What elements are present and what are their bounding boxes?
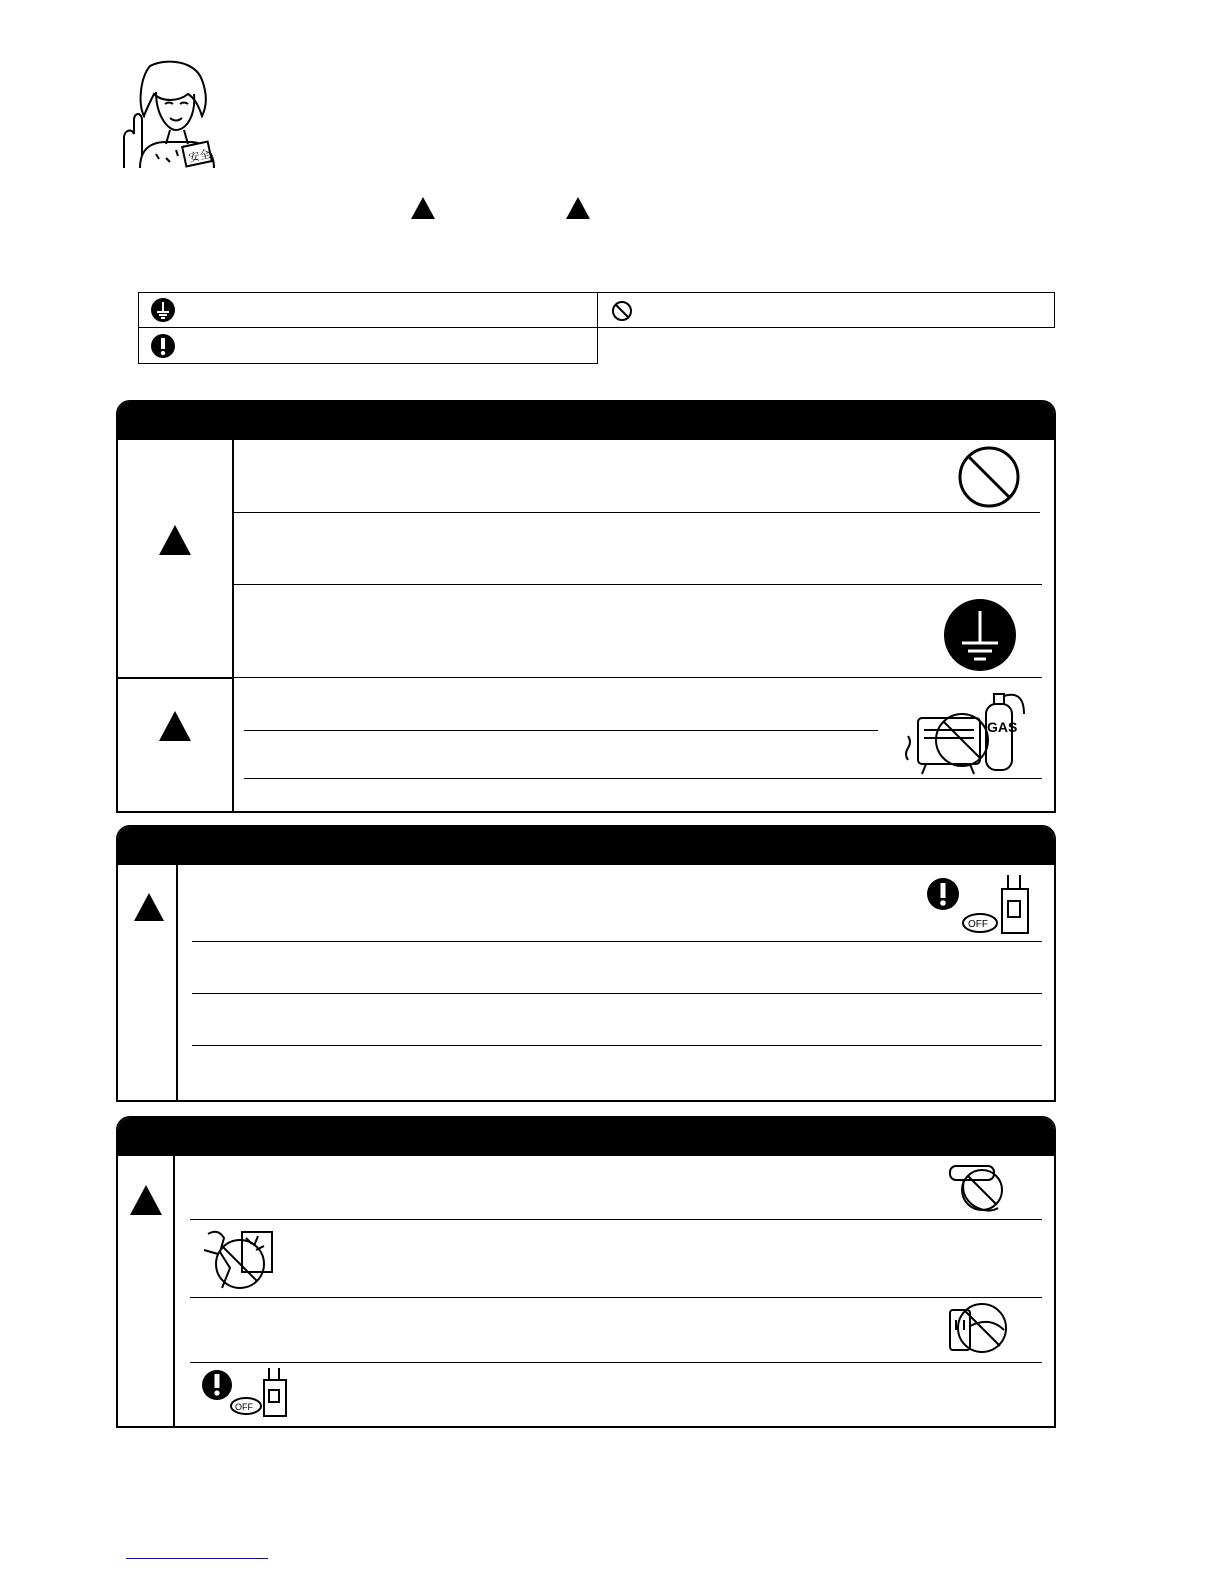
legend-cell-ground xyxy=(138,292,598,328)
legend-cell-prohibited xyxy=(597,292,1055,328)
warning-triangle-icon xyxy=(159,525,191,555)
maintenance-panel xyxy=(116,1116,1056,1428)
breaker-off-illustration xyxy=(230,1368,292,1418)
caution-triangle-icon xyxy=(566,197,590,219)
prohibited-icon xyxy=(611,300,633,322)
mandatory-icon xyxy=(926,877,960,911)
off-label: OFF xyxy=(235,1402,253,1412)
footer-link-underline[interactable] xyxy=(126,1558,268,1559)
breaker-off-illustration xyxy=(962,875,1034,939)
mandatory-icon xyxy=(150,333,176,359)
card-text: 安全 xyxy=(187,147,212,165)
warning-triangle-icon xyxy=(130,1185,162,1215)
woman-safety-illustration xyxy=(110,58,220,170)
no-unplug-illustration xyxy=(944,1300,1012,1360)
gas-label: GAS xyxy=(987,719,1018,735)
caution-triangle-icon xyxy=(134,893,164,921)
operation-header-bar xyxy=(118,827,1054,865)
ground-icon xyxy=(150,297,176,323)
operation-panel xyxy=(116,825,1056,1102)
prohibited-icon xyxy=(956,444,1022,510)
ground-icon xyxy=(942,597,1018,673)
no-gas-near-unit-illustration xyxy=(904,684,1030,778)
no-hand-in-outlet-illustration xyxy=(944,1162,1014,1218)
warning-triangle-icon xyxy=(411,197,435,219)
mandatory-icon xyxy=(200,1368,234,1402)
no-water-spray-illustration xyxy=(198,1224,276,1292)
maintenance-header-bar xyxy=(118,1118,1054,1156)
caution-triangle-icon xyxy=(159,711,191,741)
installation-header-bar xyxy=(118,402,1054,440)
installation-panel xyxy=(116,400,1056,813)
legend-cell-mandatory xyxy=(138,327,598,364)
off-label: OFF xyxy=(968,919,988,930)
